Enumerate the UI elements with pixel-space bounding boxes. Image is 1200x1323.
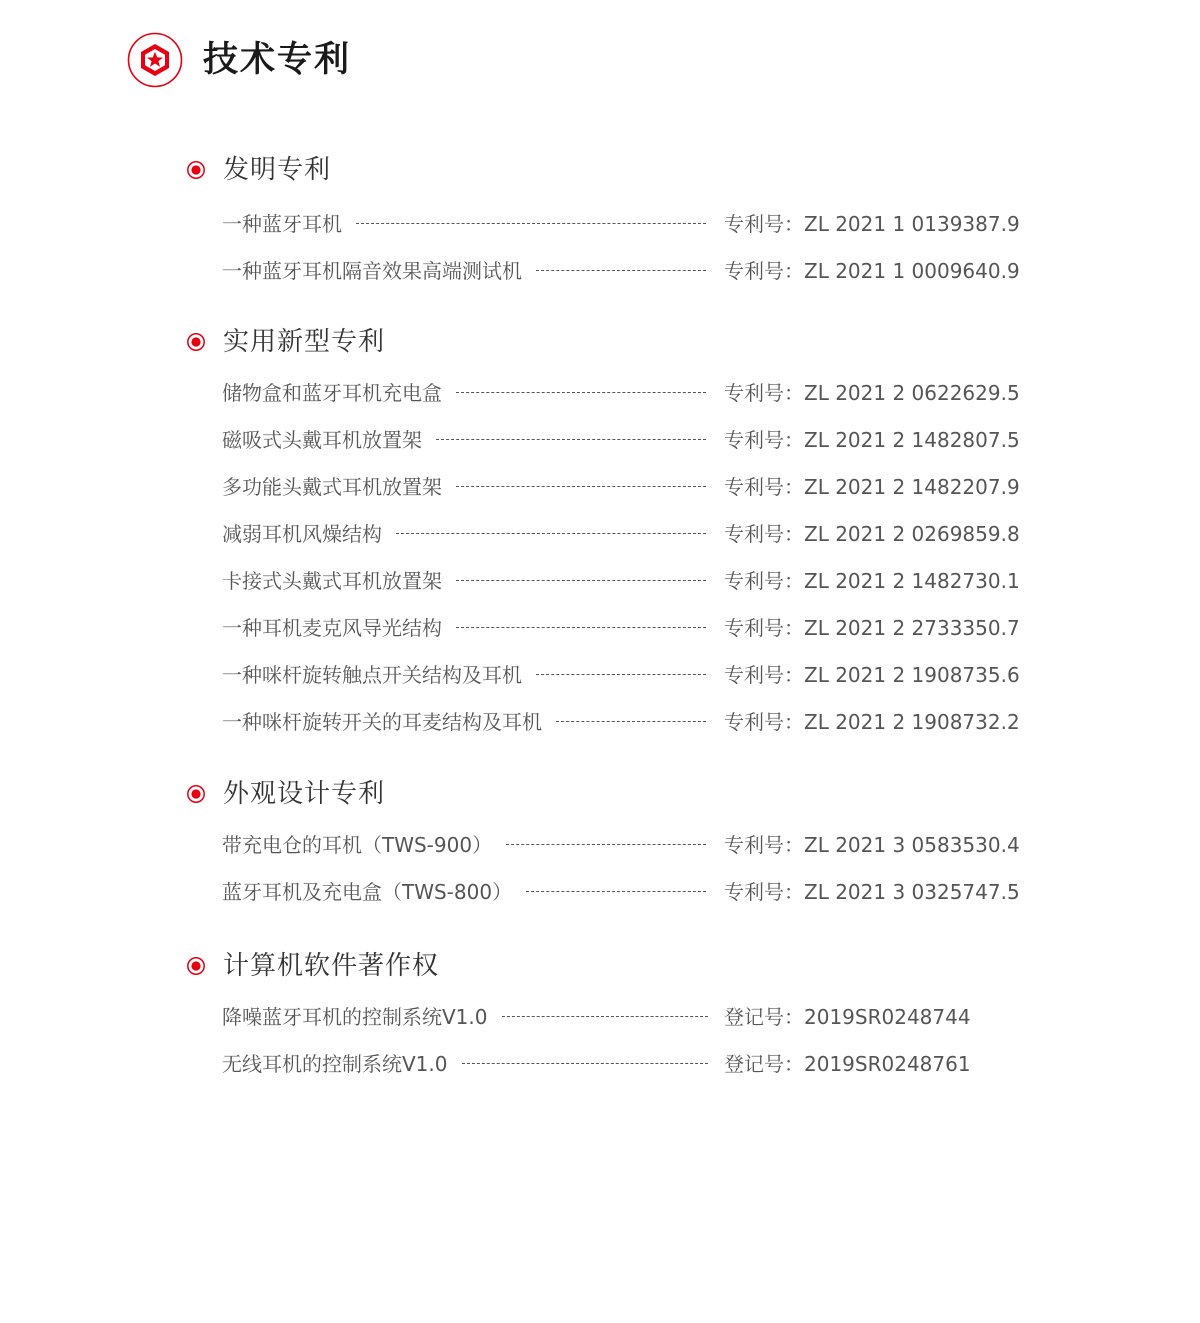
software-name: 无线耳机的控制系统V1.0 (222, 1051, 448, 1076)
section-design-patents (186, 776, 1020, 916)
radio-bullet-icon (186, 160, 206, 180)
section-software-copyrights (186, 948, 1016, 1088)
dotted-leader (356, 223, 706, 224)
patent-number: 专利号：ZL 2021 2 1482207.9 (724, 474, 1020, 499)
list-item (222, 517, 1020, 547)
list-item (222, 207, 1020, 237)
patent-number: 专利号：ZL 2021 2 1908732.2 (724, 709, 1020, 734)
list-item (222, 611, 1020, 641)
section-heading (186, 324, 1016, 360)
list-item (222, 658, 1020, 688)
section-utility-model-patents (186, 324, 1020, 744)
patent-name: 一种耳机麦克风导光结构 (222, 615, 442, 640)
patent-number: 专利号：ZL 2021 2 1482730.1 (724, 568, 1020, 593)
page-title: 技术专利 (203, 40, 352, 80)
patent-name: 一种咪杆旋转开关的耳麦结构及耳机 (222, 709, 542, 734)
patent-number: 专利号：ZL 2021 2 1908735.6 (724, 662, 1020, 687)
patent-number: 专利号：ZL 2021 2 0269859.8 (724, 521, 1020, 546)
list-item (222, 470, 1020, 500)
dotted-leader (436, 439, 706, 440)
dotted-leader (556, 721, 706, 722)
dotted-leader (456, 486, 706, 487)
software-name: 降噪蓝牙耳机的控制系统V1.0 (222, 1004, 488, 1029)
section-heading (186, 948, 1016, 984)
dotted-leader (536, 270, 706, 271)
patent-name: 磁吸式头戴耳机放置架 (222, 427, 422, 452)
patent-name: 储物盒和蓝牙耳机充电盒 (222, 380, 442, 405)
dotted-leader (462, 1063, 709, 1064)
section-title: 外观设计专利 (223, 779, 386, 809)
list-item (222, 254, 1020, 284)
section-heading (186, 152, 1016, 188)
patent-name: 一种咪杆旋转触点开关结构及耳机 (222, 662, 522, 687)
patent-name: 一种蓝牙耳机隔音效果高端测试机 (222, 258, 522, 283)
list-item (222, 376, 1020, 406)
section-title: 计算机软件著作权 (223, 951, 440, 981)
patent-name: 带充电仓的耳机（TWS-900） (222, 832, 493, 857)
list-item (222, 423, 1020, 453)
list-item (222, 1000, 1000, 1030)
patent-number: 专利号：ZL 2021 2 1482807.5 (724, 427, 1020, 452)
patent-name: 一种蓝牙耳机 (222, 211, 342, 236)
section-heading (186, 776, 1016, 812)
section-title: 实用新型专利 (223, 327, 386, 357)
dotted-leader (456, 392, 706, 393)
dotted-leader (396, 533, 706, 534)
dotted-leader (526, 891, 706, 892)
patent-number: 专利号：ZL 2021 3 0325747.5 (724, 879, 1020, 904)
dotted-leader (536, 674, 706, 675)
patent-name: 减弱耳机风燥结构 (222, 521, 382, 546)
list-item (222, 828, 1020, 858)
radio-bullet-icon (186, 956, 206, 976)
dotted-leader (502, 1016, 709, 1017)
list-item (222, 705, 1020, 735)
page-header (127, 32, 351, 88)
section-invention-patents (186, 152, 1020, 292)
list-item (222, 875, 1020, 905)
list-item (222, 1047, 1000, 1077)
registration-number: 登记号：2019SR0248761 (724, 1051, 971, 1076)
dotted-leader (456, 627, 706, 628)
patent-number: 专利号：ZL 2021 2 2733350.7 (724, 615, 1020, 640)
patent-name: 蓝牙耳机及充电盒（TWS-800） (222, 879, 513, 904)
patent-name: 多功能头戴式耳机放置架 (222, 474, 442, 499)
star-hexagon-badge-icon (127, 32, 183, 88)
dotted-leader (456, 580, 706, 581)
radio-bullet-icon (186, 332, 206, 352)
registration-number: 登记号：2019SR0248744 (724, 1004, 971, 1029)
patent-number: 专利号：ZL 2021 1 0009640.9 (724, 258, 1020, 283)
patent-name: 卡接式头戴式耳机放置架 (222, 568, 442, 593)
dotted-leader (506, 844, 706, 845)
list-item (222, 564, 1020, 594)
patent-number: 专利号：ZL 2021 2 0622629.5 (724, 380, 1020, 405)
radio-bullet-icon (186, 784, 206, 804)
section-title: 发明专利 (223, 155, 332, 185)
patent-number: 专利号：ZL 2021 3 0583530.4 (724, 832, 1020, 857)
patent-number: 专利号：ZL 2021 1 0139387.9 (724, 211, 1020, 236)
